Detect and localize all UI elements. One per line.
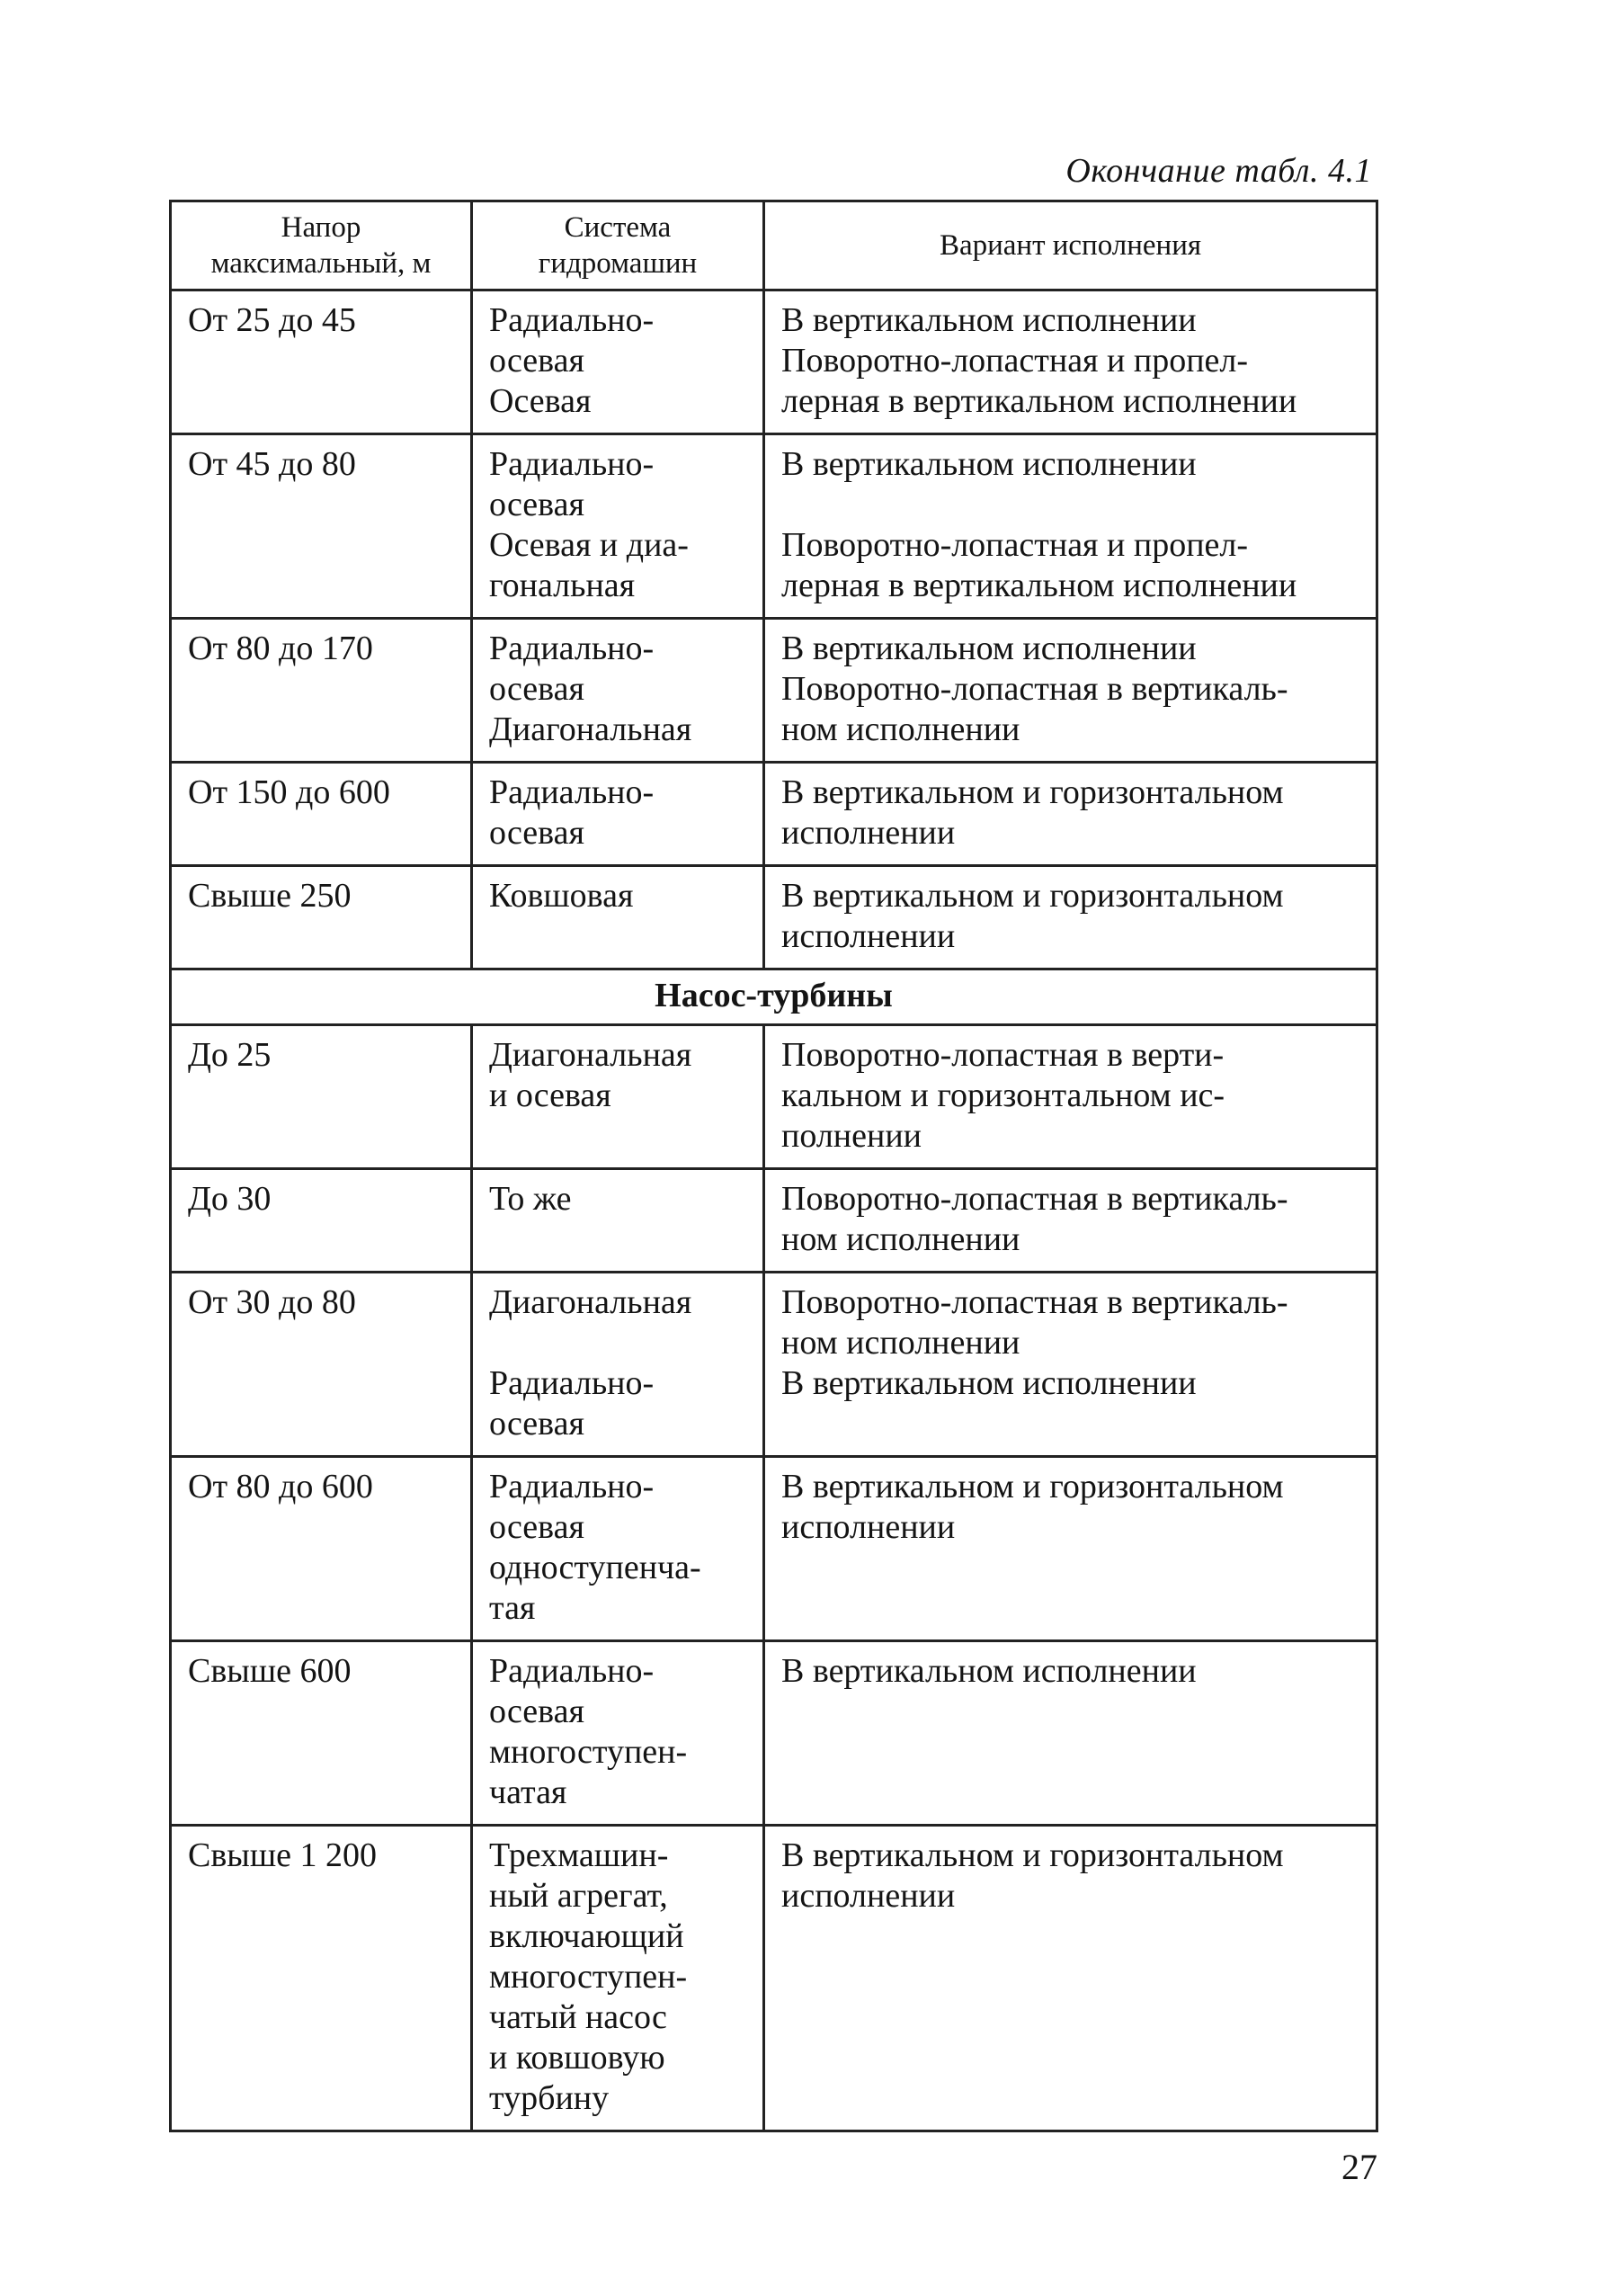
cell-system <box>472 290 764 434</box>
system-entry: Диагональная <box>489 1283 692 1321</box>
hydromachine-table <box>169 200 1378 2132</box>
cell-system <box>472 1273 764 1457</box>
cell-system <box>472 1641 764 1826</box>
head-value: От 30 до 80 <box>188 1283 356 1321</box>
system-entry: Осевая и диа- гональная <box>489 526 689 604</box>
variant-entry: В вертикальном исполнении <box>781 1364 1197 1402</box>
variant-entry: В вертикальном и горизонтальном исполнении <box>781 1468 1284 1546</box>
cell-system <box>472 1025 764 1169</box>
section-title: Насос-турбины <box>171 969 1377 1025</box>
cell-head <box>171 1169 472 1273</box>
cell-system <box>472 866 764 969</box>
system-entry: Диагональная <box>489 710 692 748</box>
system-entry: Осевая <box>489 382 592 420</box>
cell-variant <box>764 1025 1377 1169</box>
variant-entry: В вертикальном и горизонтальном исполнении <box>781 1836 1284 1915</box>
head-value: От 80 до 170 <box>188 630 373 667</box>
variant-entry: В вертикальном исполнении <box>781 1652 1197 1690</box>
cell-variant <box>764 866 1377 969</box>
pump-turbine-rows <box>171 1025 1377 2131</box>
cell-system <box>472 763 764 866</box>
head-value: Свыше 250 <box>188 877 352 915</box>
variant-entry: Поворотно-лопастная в верти- кальном и горизонтальном ис- полнении <box>781 1036 1225 1155</box>
variant-entry: Поворотно-лопастная в вертикаль- ном исполнении <box>781 1283 1288 1362</box>
system-entry: Радиально- осевая одноступенча- тая <box>489 1468 701 1627</box>
system-entry: Радиально- осевая многоступен- чатая <box>489 1652 688 1811</box>
variant-entry: В вертикальном исполнении <box>781 301 1197 339</box>
cell-system <box>472 1457 764 1641</box>
table-row <box>171 1169 1377 1273</box>
system-entry: Диагональная и осевая <box>489 1036 692 1114</box>
cell-system <box>472 619 764 763</box>
table-row <box>171 619 1377 763</box>
cell-head <box>171 1826 472 2131</box>
cell-head <box>171 1457 472 1641</box>
section-row <box>171 969 1377 1025</box>
variant-entry: В вертикальном и горизонтальном исполнении <box>781 877 1284 955</box>
variant-entry: В вертикальном исполнении <box>781 630 1197 667</box>
cell-head <box>171 1025 472 1169</box>
cell-variant <box>764 1273 1377 1457</box>
head-value: От 25 до 45 <box>188 301 356 339</box>
head-value: До 25 <box>188 1036 272 1074</box>
variant-entry: Поворотно-лопастная и пропел- лерная в вертикальном исполнении <box>781 342 1297 420</box>
cell-variant <box>764 1826 1377 2131</box>
variant-entry: В вертикальном и горизонтальном исполнении <box>781 773 1284 852</box>
cell-system <box>472 434 764 619</box>
column-header-head: Напор максимальный, м <box>171 201 472 290</box>
table-row <box>171 434 1377 619</box>
variant-entry: Поворотно-лопастная в вертикаль- ном исполнении <box>781 670 1288 748</box>
system-entry: Ковшовая <box>489 877 634 915</box>
cell-variant <box>764 1457 1377 1641</box>
spacer <box>781 485 1359 525</box>
variant-entry: В вертикальном исполнении <box>781 445 1197 483</box>
system-entry: Радиально- осевая <box>489 445 655 523</box>
column-header-variant: Вариант исполнения <box>764 201 1377 290</box>
table-row <box>171 1457 1377 1641</box>
table-row <box>171 763 1377 866</box>
spacer <box>489 1323 746 1363</box>
head-value: Свыше 600 <box>188 1652 352 1690</box>
cell-variant <box>764 763 1377 866</box>
cell-system <box>472 1826 764 2131</box>
table-row <box>171 1826 1377 2131</box>
cell-variant <box>764 290 1377 434</box>
cell-head <box>171 1641 472 1826</box>
cell-variant <box>764 1641 1377 1826</box>
system-entry: Трехмашин- ный агрегат, включающий многоступен- чатый насос и ковшовую турбину <box>489 1836 688 2117</box>
cell-head <box>171 866 472 969</box>
cell-head <box>171 619 472 763</box>
cell-head <box>171 434 472 619</box>
system-entry: То же <box>489 1180 572 1218</box>
table-continuation-heading: Окончание табл. 4.1 <box>1065 152 1372 190</box>
cell-system <box>472 1169 764 1273</box>
variant-entry: Поворотно-лопастная в вертикаль- ном исполнении <box>781 1180 1288 1258</box>
table-row <box>171 290 1377 434</box>
table-row <box>171 866 1377 969</box>
page-number: 27 <box>1341 2147 1377 2187</box>
cell-head <box>171 763 472 866</box>
turbine-rows <box>171 290 1377 969</box>
head-value: От 150 до 600 <box>188 773 390 811</box>
table-row <box>171 1273 1377 1457</box>
table-row <box>171 1641 1377 1826</box>
head-value: От 80 до 600 <box>188 1468 373 1505</box>
head-value: До 30 <box>188 1180 272 1218</box>
column-header-system: Система гидромашин <box>472 201 764 290</box>
head-value: От 45 до 80 <box>188 445 356 483</box>
variant-entry: Поворотно-лопастная и пропел- лерная в вертикальном исполнении <box>781 526 1297 604</box>
cell-head <box>171 1273 472 1457</box>
head-value: Свыше 1 200 <box>188 1836 377 1874</box>
cell-head <box>171 290 472 434</box>
table-row <box>171 1025 1377 1169</box>
system-entry: Радиально- осевая <box>489 1364 655 1443</box>
cell-variant <box>764 1169 1377 1273</box>
cell-variant <box>764 619 1377 763</box>
cell-variant <box>764 434 1377 619</box>
table-header-row <box>171 201 1377 290</box>
system-entry: Радиально- осевая <box>489 773 655 852</box>
system-entry: Радиально-осевая <box>489 301 655 380</box>
system-entry: Радиально-осевая <box>489 630 655 708</box>
